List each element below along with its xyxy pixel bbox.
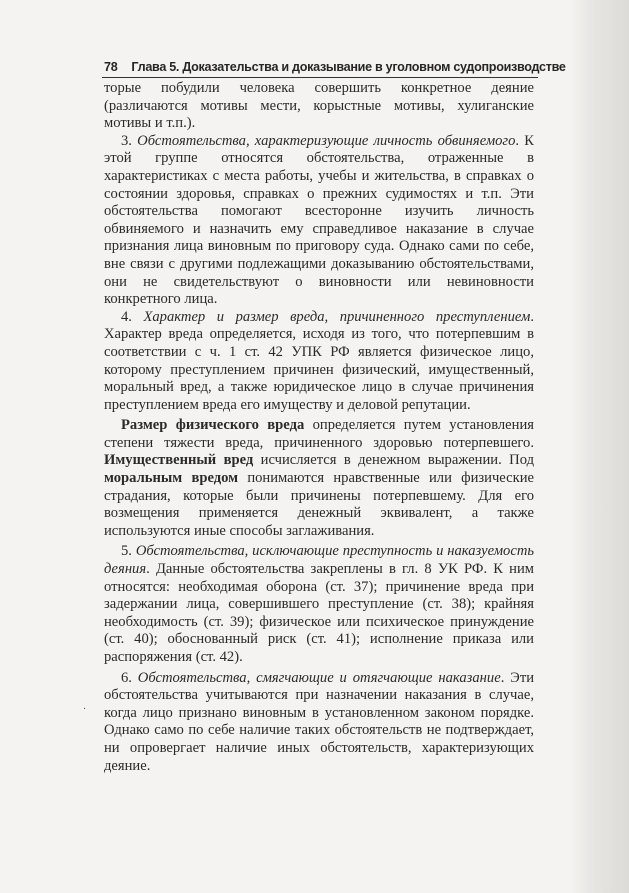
text-run: понимаются нравственные или физические страдания, которые были причинены потерпевшему. Для его возмещения применяется денежный эквивалент, а также используются иные способы заглаживания. xyxy=(104,470,534,539)
text-run: 5. xyxy=(121,543,136,560)
text-run: 4. xyxy=(121,308,144,325)
text-run: . Характер вреда определяется, исходя из того, что потерпевшим в соответствии с ч. 1 ст. 42 УПК РФ является физическое лицо, которому преступлением причинен физический, имущественный, моральный вред, а также юридическое лицо в случае причинения преступлением вреда его имуществу и деловой репутации. xyxy=(104,308,534,413)
page-number: 78 xyxy=(104,60,118,74)
text-run: торые побудили человека совершить конкретное деяние (различаются мотивы мести, корыстные мотивы, хулиганские мотивы и т.п.). xyxy=(104,80,534,132)
italic-heading: Обстоятельства, характеризующие личность обвиняемого xyxy=(137,132,516,149)
bold-term: Размер физического вреда xyxy=(121,417,305,434)
text-run: 6. xyxy=(121,669,138,686)
paragraph-harm-nature xyxy=(104,309,534,415)
italic-heading: Обстоятельства, исключающие преступность и наказуемость деяния xyxy=(104,543,535,578)
text-run: . К этой группе относятся обстоятельства, отраженные в характеристиках с места работы, учебы и жительства, в справках о состоянии здоровья, справках о прежних судимостях и т.п. Эти обстоятельства помогают всесторонне изучить личность обвиняемого и назначить ему справедливое наказание в случае признания лица виновным по приговору суда. Однако сами по себе, вне связи с другими подлежащими доказыванию обстоятельствами, они не свидетельствуют о виновности или невиновности конкретного лица. xyxy=(104,132,535,308)
paragraph-harm-size xyxy=(104,417,534,540)
page-fold-shadow xyxy=(571,0,629,893)
text-run: . Данные обстоятельства закреплены в гл. 8 УК РФ. К ним относятся: необходимая оборона (ст. 37); причинение вреда при задержании лица, совершившего преступление (ст. 38); крайняя необходимость (ст. 39); физическое или психическое принуждение (ст. 40); обоснованный риск (ст. 41); исполнение приказа или распоряжения (ст. 42). xyxy=(104,561,534,665)
paragraph-exculpatory-circumstances xyxy=(104,543,534,666)
bold-term: Имущественный вред xyxy=(104,452,254,469)
paragraph-offender-personality xyxy=(104,133,534,309)
header-rule xyxy=(102,77,538,78)
italic-heading: Характер и размер вреда, причиненного преступлением xyxy=(143,308,531,325)
text-run: . Эти обстоятельства учитываются при назначении наказания в случае, когда лицо признано виновным в установленном законом порядке. Однако само по себе наличие таких обстоятельств не подтверждает, ни опровергает наличие иных обстоятельств, характеризующих деяние. xyxy=(104,669,535,774)
text-run: 3. xyxy=(121,132,138,149)
text-run: исчисляется в денежном выражении. Под xyxy=(253,452,534,469)
running-header xyxy=(104,60,566,74)
paragraph-mitigating-aggravating xyxy=(104,670,534,776)
text-run: определяется путем установления степени тяжести вреда, причиненного здоровью потерпевшего. xyxy=(104,417,534,451)
bold-term: моральным вредом xyxy=(104,470,239,487)
running-title: Глава 5. Доказательства и доказывание в уголовном судопроизводстве xyxy=(131,60,566,74)
paragraph-continuation xyxy=(104,80,534,133)
italic-heading: Обстоятельства, смягчающие и отягчающие наказание xyxy=(137,669,501,686)
margin-mark: · xyxy=(83,704,87,715)
page-body xyxy=(104,80,534,775)
